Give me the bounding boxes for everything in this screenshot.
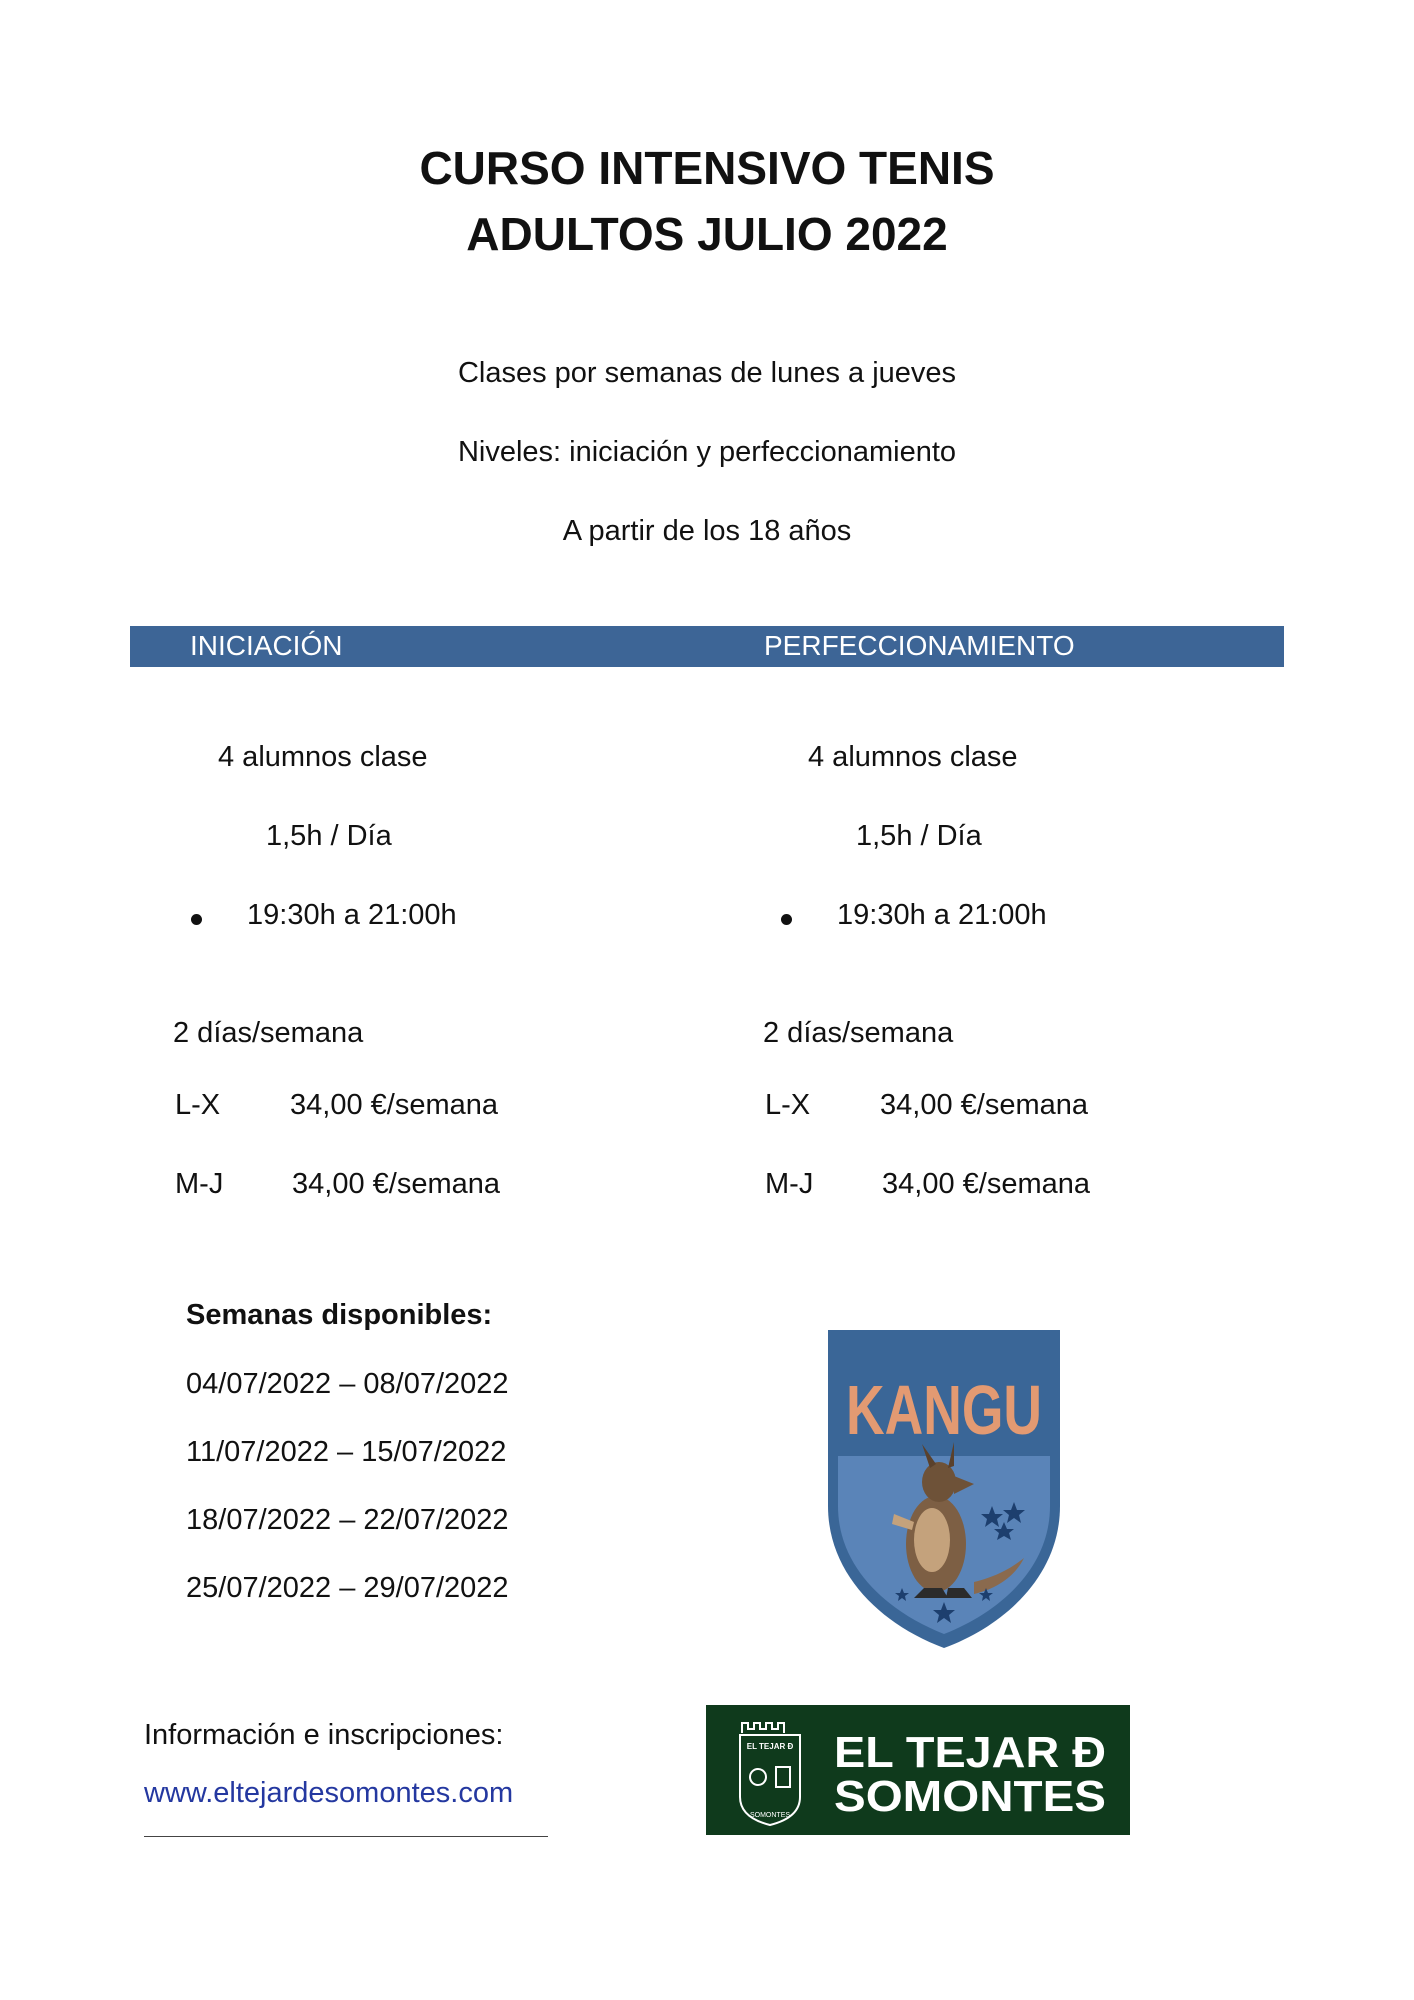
iniciacion-duration: 1,5h / Día [266,820,392,852]
info-levels: Niveles: iniciación y perfeccionamiento [457,436,957,468]
contact-label: Información e inscripciones: [144,1719,504,1751]
weeks-title: Semanas disponibles: [186,1299,493,1331]
header-perfeccionamiento: PERFECCIONAMIENTO [764,630,1075,661]
iniciacion-schedule: 19:30h a 21:00h [247,899,457,931]
tejar-line-2: SOMONTES [834,1772,1106,1821]
iniciacion-price-days-1: L-X [175,1089,221,1121]
title-line-2: ADULTOS JULIO 2022 [466,208,948,260]
perfeccionamiento-price-1: 34,00 €/semana [880,1089,1088,1121]
perfeccionamiento-duration: 1,5h / Día [856,820,982,852]
header-iniciacion: INICIACIÓN [190,630,343,661]
info-age: A partir de los 18 años [562,515,852,547]
perfeccionamiento-price-2: 34,00 €/semana [882,1168,1090,1200]
crest-bottom-text: SOMONTES [749,1812,791,1819]
tejar-line-1: EL TEJAR Đ [834,1728,1106,1777]
el-tejar-somontes-logo [706,1705,1130,1835]
kangu-logo [824,1326,1064,1652]
iniciacion-price-1: 34,00 €/semana [290,1089,498,1121]
perfeccionamiento-price-days-1: L-X [765,1089,811,1121]
iniciacion-students: 4 alumnos clase [218,741,428,773]
iniciacion-price-2: 34,00 €/semana [292,1168,500,1200]
crest-top-text: EL TEJAR Đ [746,1742,794,1751]
week-item-1: 04/07/2022 – 08/07/2022 [186,1368,509,1400]
iniciacion-days-label: 2 días/semana [173,1017,364,1049]
contact-link[interactable]: www.eltejardesomontes.com [144,1777,514,1809]
kangu-text: KANGU [846,1371,1042,1449]
page-title [0,135,1414,267]
iniciacion-bullet [191,914,202,925]
perfeccionamiento-days-label: 2 días/semana [763,1017,954,1049]
week-item-4: 25/07/2022 – 29/07/2022 [186,1572,509,1604]
week-item-3: 18/07/2022 – 22/07/2022 [186,1504,509,1536]
contact-underline [144,1836,548,1837]
title-line-1: CURSO INTENSIVO TENIS [419,142,995,194]
iniciacion-price-days-2: M-J [175,1168,224,1200]
perfeccionamiento-price-days-2: M-J [765,1168,814,1200]
week-item-2: 11/07/2022 – 15/07/2022 [186,1436,507,1468]
info-schedule: Clases por semanas de lunes a jueves [457,357,957,389]
level-header-band [130,626,1284,667]
perfeccionamiento-students: 4 alumnos clase [808,741,1018,773]
perfeccionamiento-bullet [781,914,792,925]
perfeccionamiento-schedule: 19:30h a 21:00h [837,899,1047,931]
